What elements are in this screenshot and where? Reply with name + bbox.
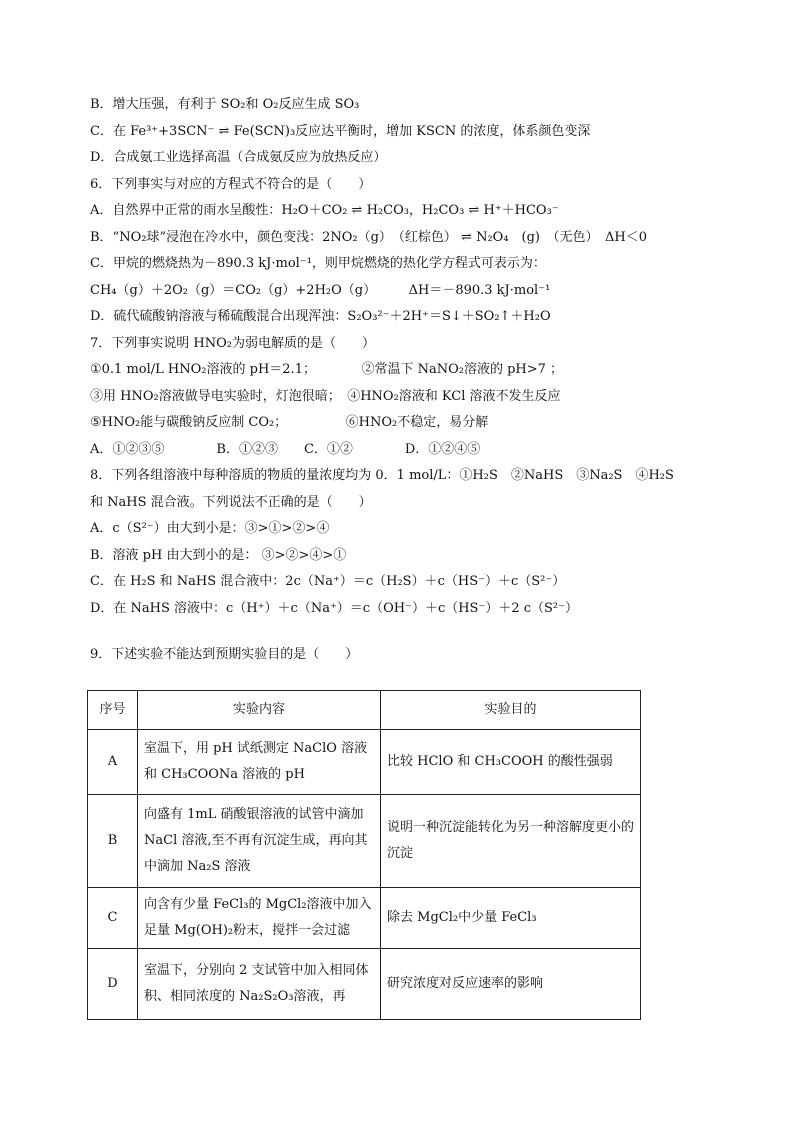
- document-body: [90, 92, 710, 669]
- text-line: D．在 NaHS 溶液中：c（H⁺）＋c（Na⁺）＝c（OH⁻）＋c（HS⁻）＋2 c（S²⁻）: [90, 600, 578, 616]
- question-6-stem: 6．下列事实与对应的方程式不符合的是（ ）: [90, 176, 372, 192]
- text-line: B．增大压强，有利于 SO₂和 O₂反应生成 SO₃: [90, 97, 360, 112]
- text-line: A．c（S²⁻）由大到小是：③>①>②>④: [90, 521, 330, 536]
- row-no: C: [88, 888, 138, 949]
- text-line: B．“NO₂球”浸泡在冷水中，颜色变浅：2NO₂（g） （红棕色） ⇌ N₂O₄ (g) （无色） ΔH＜0: [90, 229, 648, 245]
- row-goal: 说明一种沉淀能转化为另一种溶解度更小的沉淀: [381, 795, 641, 888]
- text-line: CH₄（g）＋2O₂（g）＝CO₂（g）+2H₂O（g） ΔH＝－890.3 kJ·mol⁻¹: [90, 282, 551, 298]
- text-line: C．在 Fe³⁺+3SCN⁻ ⇌ Fe(SCN)₃反应达平衡时，增加 KSCN 的浓度，体系颜色变深: [90, 123, 591, 139]
- row-content: 向含有少量 FeCl₃的 MgCl₂溶液中加入足量 Mg(OH)₂粉末，搅拌一会过滤: [138, 888, 381, 949]
- question-8-stem: 8．下列各组溶液中每种溶质的物质的量浓度均为 0．1 mol/L：①H₂S ②NaHS ③Na₂S ④H₂S: [90, 468, 674, 483]
- text-line: 和 NaHS 混合液。下列说法不正确的是（ ）: [90, 494, 372, 510]
- text-line: ③用 HNO₂溶液做导电实验时，灯泡很暗； ④HNO₂溶液和 KCl 溶液不发生反应: [90, 388, 561, 404]
- row-goal: 除去 MgCl₂中少量 FeCl₃: [381, 888, 641, 949]
- text-line: C．在 H₂S 和 NaHS 混合液中：2c（Na⁺）＝c（H₂S）＋c（HS⁻）＋c（S²⁻）: [90, 574, 566, 589]
- header-no: 序号: [88, 691, 138, 730]
- table-row: [88, 888, 641, 949]
- text-line: A．自然界中正常的雨水呈酸性：H₂O＋CO₂ ⇌ H₂CO₃，H₂CO₃ ⇌ H⁺＋HCO₃⁻: [90, 203, 559, 218]
- question-9-stem: 9．下述实验不能达到预期实验目的是（ ）: [90, 647, 359, 662]
- table-row: [88, 730, 641, 795]
- question-7-stem: 7．下列事实说明 HNO₂为弱电解质的是（ ）: [90, 335, 375, 351]
- table-header-row: [88, 691, 641, 730]
- row-goal: 比较 HClO 和 CH₃COOH 的酸性强弱: [381, 730, 641, 795]
- header-content: 实验内容: [138, 691, 381, 730]
- text-line: B．溶液 pH 由大到小的是： ③>②>④>①: [90, 547, 347, 563]
- experiment-table: [87, 690, 641, 1020]
- text-line: ⑤HNO₂能与碳酸钠反应制 CO₂； ⑥HNO₂不稳定，易分解: [90, 415, 489, 430]
- row-no: D: [88, 949, 138, 1020]
- row-content: 向盛有 1mL 硝酸银溶液的试管中滴加 NaCl 溶液,至不再有沉淀生成，再向其中滴加 Na₂S 溶液: [138, 795, 381, 888]
- row-content: 室温下，用 pH 试纸测定 NaClO 溶液和 CH₃COONa 溶液的 pH: [138, 730, 381, 795]
- header-goal: 实验目的: [381, 691, 641, 730]
- table-row: [88, 795, 641, 888]
- text-line: D．硫代硫酸钠溶液与稀硫酸混合出现浑浊：S₂O₃²⁻＋2H⁺＝S↓＋SO₂↑＋H₂O: [90, 309, 551, 324]
- text-line: C．甲烷的燃烧热为－890.3 kJ·mol⁻¹，则甲烷燃烧的热化学方程式可表示为：: [90, 256, 546, 271]
- row-no: B: [88, 795, 138, 888]
- row-goal: 研究浓度对反应速率的影响: [381, 949, 641, 1020]
- row-no: A: [88, 730, 138, 795]
- text-line: D．合成氨工业选择高温（合成氨反应为放热反应）: [90, 150, 387, 165]
- table-row: [88, 949, 641, 1020]
- row-content: 室温下，分别向 2 支试管中加入相同体积、相同浓度的 Na₂S₂O₃溶液，再: [138, 949, 381, 1020]
- answer-options: A．①②③⑤ B．①②③ C．①② D．①②④⑤: [90, 441, 481, 457]
- text-line: ①0.1 mol/L HNO₂溶液的 pH＝2.1； ②常温下 NaNO₂溶液的 pH>7 ；: [90, 362, 564, 377]
